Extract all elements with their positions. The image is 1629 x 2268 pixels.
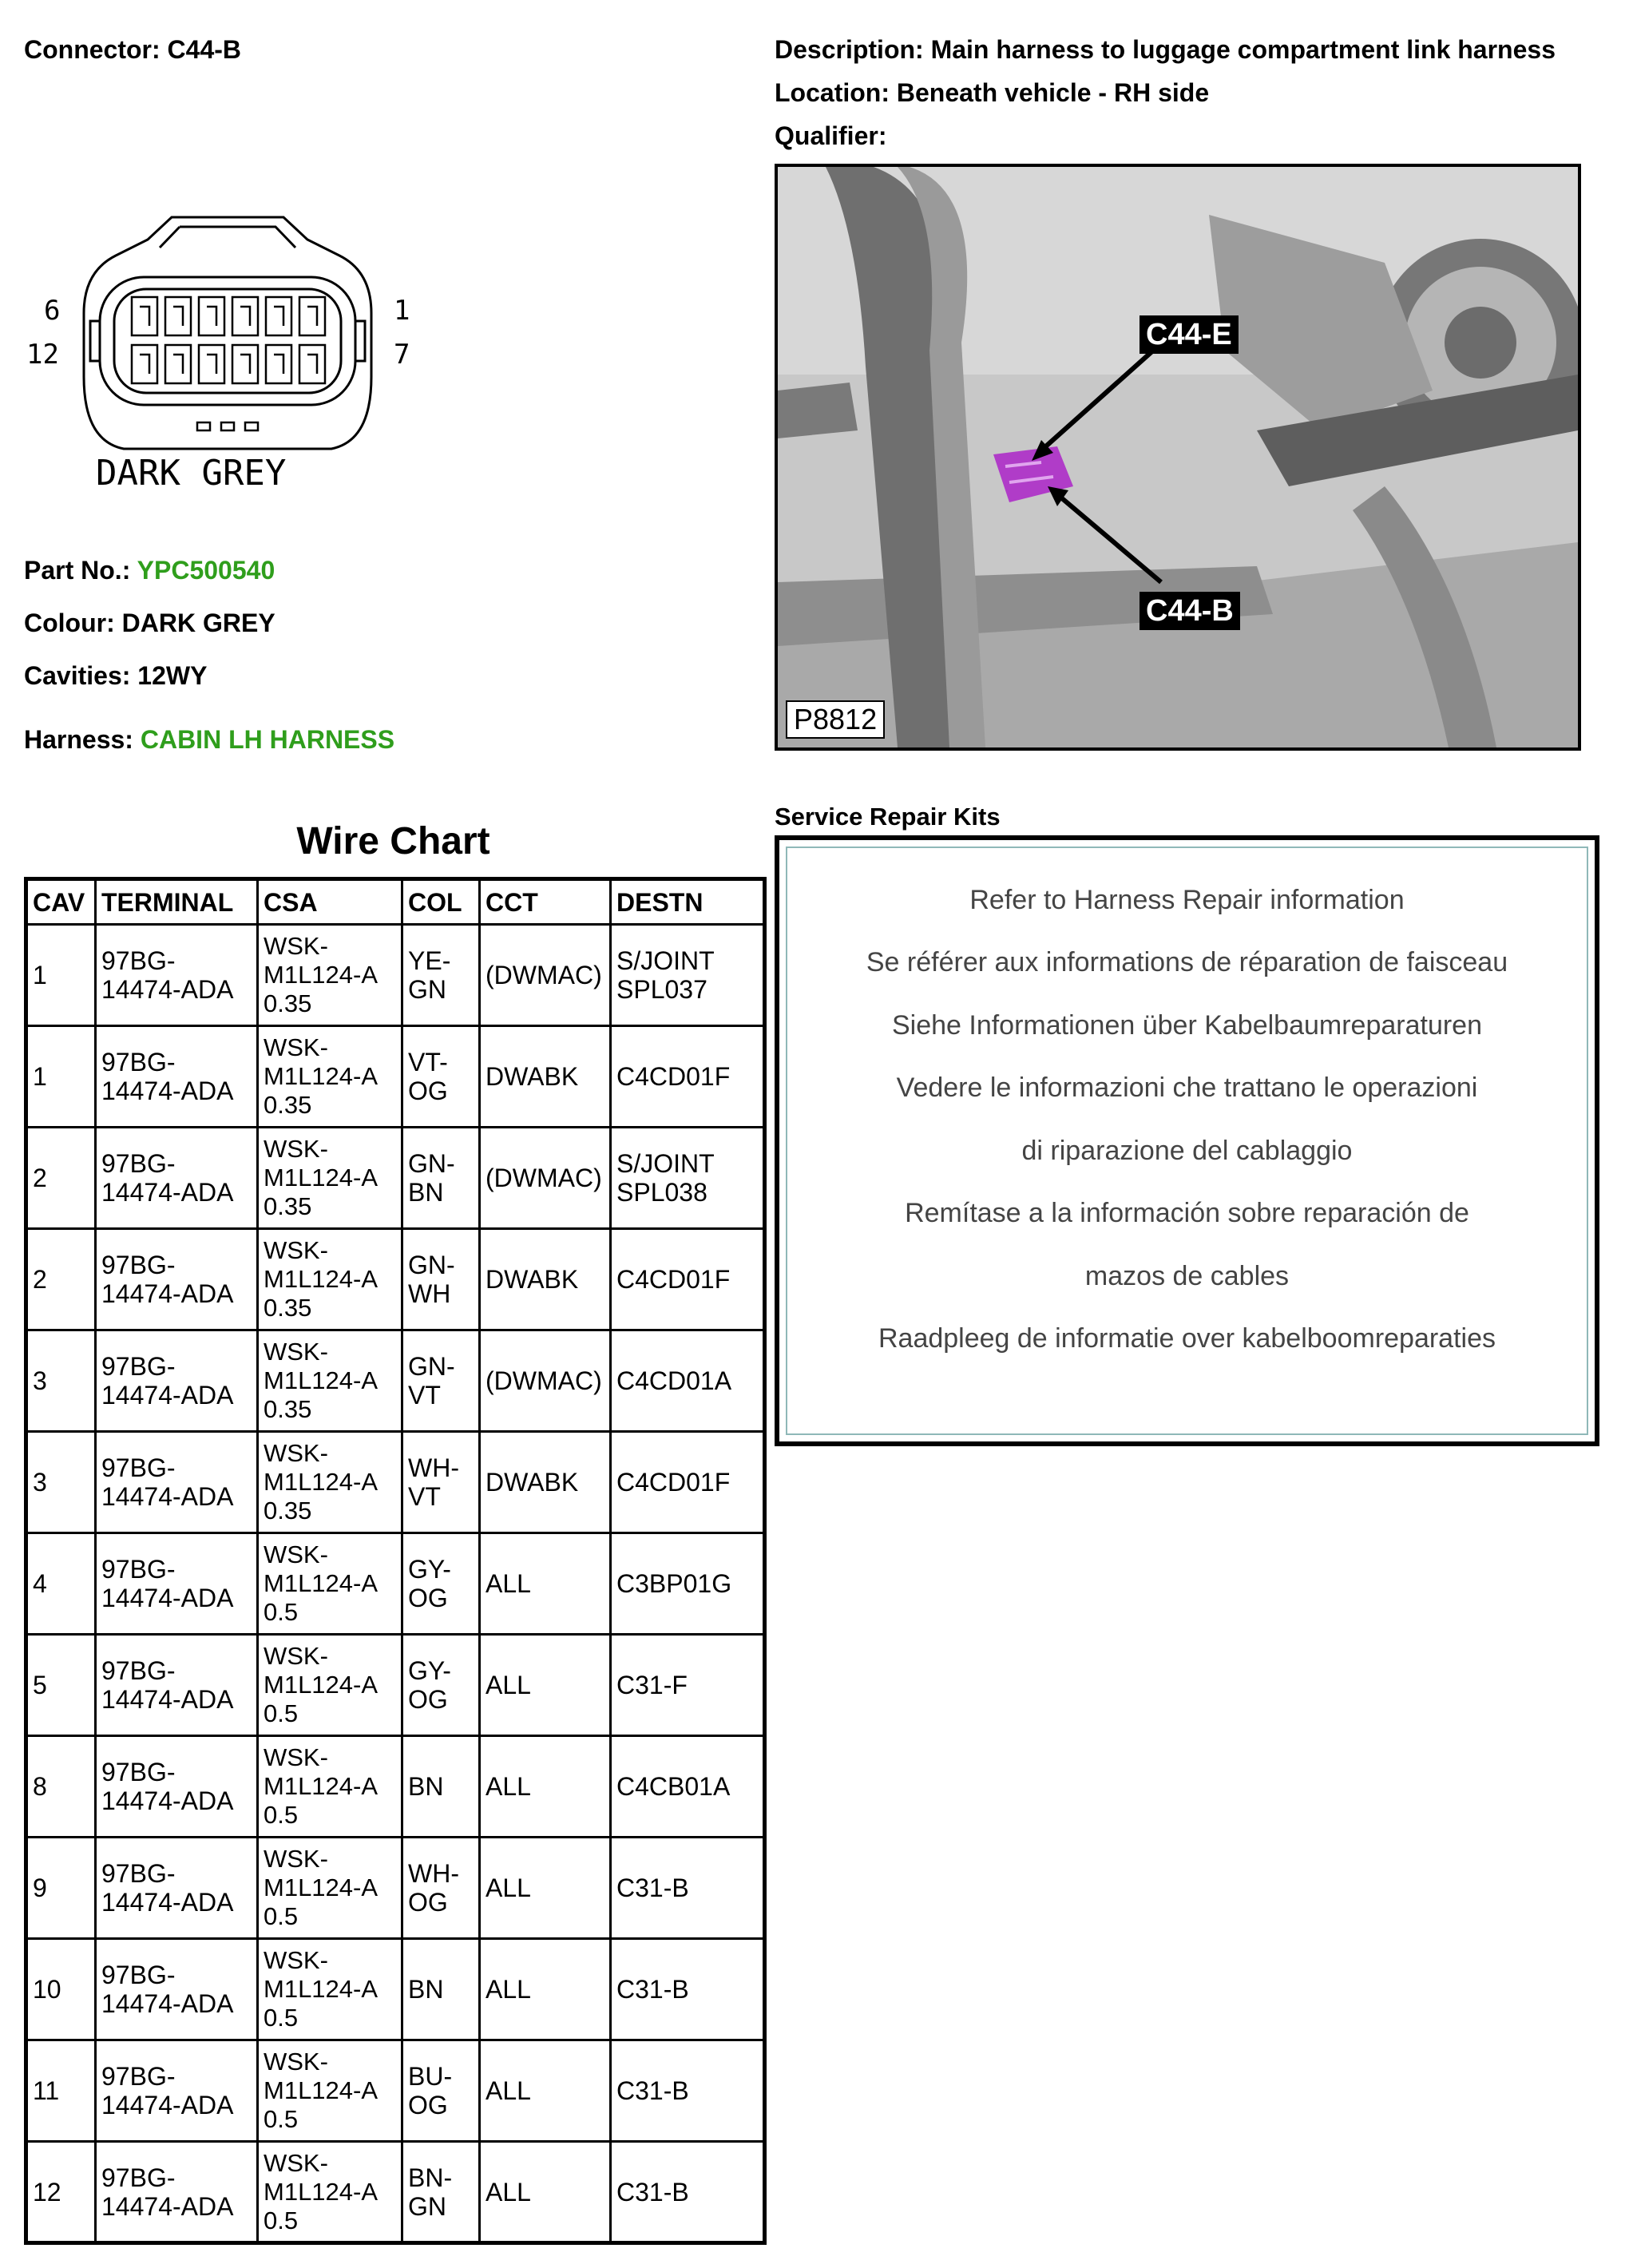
cell-col [402,1229,480,1330]
cell-line: BU- [408,2062,453,2091]
cell-cav: 2 [26,1128,96,1229]
cell-destn [611,1635,765,1736]
cell-csa [258,2040,402,2142]
connector-id: C44-B [167,35,242,64]
cell-col [402,1330,480,1432]
cell-cct: ALL [480,2142,611,2243]
cell-line: 0.35 [264,1395,312,1423]
cell-line: 97BG- [101,1656,176,1685]
cell-col [402,1128,480,1229]
cell-line: S/JOINT [616,1149,715,1178]
cell-destn [611,2040,765,2142]
wire-row [26,1635,765,1736]
cell-csa [258,925,402,1026]
cell-line: M1L124-A [264,1975,379,2003]
cell-line: SPL037 [616,975,707,1004]
wire-row [26,1026,765,1128]
cell-line: OG [408,1888,448,1917]
location-value: Beneath vehicle - RH side [896,78,1210,107]
connector-label: Connector: [24,35,161,64]
colour-row [24,607,275,639]
cell-cav: 9 [26,1838,96,1939]
header-cav: CAV [26,879,96,925]
cell-line: BN [408,1178,444,1207]
kit-line-es-2: mazos de cables [1084,1261,1290,1291]
kit-line-it-1: Vedere le informazioni che trattano le operazioni [896,1073,1478,1103]
cell-terminal [96,925,258,1026]
part-number-label: Part No.: [24,556,131,585]
wire-row [26,2142,765,2243]
cell-line: C4CD01F [616,1062,731,1091]
cell-line: GN- [408,1149,455,1178]
cell-line: GY- [408,1656,451,1685]
cell-line: 0.35 [264,1091,312,1119]
kit-line-it-2: di riparazione del cablaggio [1021,1136,1353,1166]
cell-line: C4CD01A [616,1366,732,1395]
wire-row [26,1838,765,1939]
cell-line: 97BG- [101,1352,176,1381]
cell-line: 14474-ADA [101,1888,234,1917]
cell-col [402,1939,480,2040]
cell-line: 97BG- [101,1453,176,1482]
cell-destn [611,1432,765,1533]
cell-terminal [96,1330,258,1432]
kit-line-nl: Raadpleeg de informatie over kabelboomreparaties [878,1323,1496,1354]
cell-line: M1L124-A [264,1772,379,1800]
cell-line: 14474-ADA [101,2091,234,2119]
cell-line: 14474-ADA [101,2191,234,2221]
cell-cct: (DWMAC) [480,925,611,1026]
header-csa: CSA [258,879,402,925]
cell-line: 0.35 [264,1192,312,1220]
photo-reference: P8812 [786,700,885,739]
cavities-value: 12WY [137,661,208,690]
cell-cct: (DWMAC) [480,1128,611,1229]
cell-line: 97BG- [101,1149,176,1178]
header-terminal: TERMINAL [96,879,258,925]
cell-line: 0.5 [264,1902,299,1930]
cell-csa [258,1533,402,1635]
cell-line: WSK- [264,1845,328,1873]
cell-line: C31-F [616,1671,688,1699]
cell-line: C31-B [616,2076,689,2105]
cell-destn [611,1330,765,1432]
connector-heading [24,34,241,65]
cell-csa [258,1939,402,2040]
description-value: Main harness to luggage compartment link harness [930,35,1556,64]
wire-row [26,1128,765,1229]
wire-row [26,2040,765,2142]
cell-line: WSK- [264,1642,328,1670]
cell-line: 97BG- [101,1859,176,1888]
cell-line: 14474-ADA [101,1989,234,2018]
cell-terminal [96,1635,258,1736]
cell-line: BN- [408,2163,453,2192]
cell-destn [611,1838,765,1939]
colour-value: DARK GREY [121,609,275,637]
cell-line: 14474-ADA [101,1077,234,1105]
cell-line: WSK- [264,1338,328,1366]
wire-row [26,1229,765,1330]
cell-line: C4CD01F [616,1468,731,1497]
cell-line: BN [408,1772,444,1801]
cell-csa [258,1229,402,1330]
cell-cct: DWABK [480,1229,611,1330]
cell-line: WSK- [264,1743,328,1771]
cell-line: M1L124-A [264,1265,379,1293]
cell-csa [258,1635,402,1736]
cell-line: VT- [408,1048,448,1077]
cell-line: OG [408,2091,448,2119]
cell-line: M1L124-A [264,2076,379,2104]
cell-line: M1L124-A [264,1671,379,1699]
cell-line: GN- [408,1251,455,1279]
cell-line: WSK- [264,1540,328,1568]
cell-line: M1L124-A [264,2177,379,2206]
wire-row [26,1330,765,1432]
location-heading [775,77,1209,109]
kit-line-en: Refer to Harness Repair information [969,885,1405,915]
cell-cav: 3 [26,1432,96,1533]
cell-line: 97BG- [101,1555,176,1584]
harness-row [24,724,394,755]
cell-cav: 1 [26,1026,96,1128]
wire-chart-header-row [26,879,765,925]
cell-line: 14474-ADA [101,1685,234,1714]
service-repair-kits-title: Service Repair Kits [775,803,1001,831]
cell-line: 14474-ADA [101,1178,234,1207]
cell-line: 97BG- [101,946,176,975]
cell-line: 0.35 [264,989,312,1017]
cell-line: OG [408,1584,448,1612]
cell-destn [611,1128,765,1229]
cell-csa [258,1330,402,1432]
cell-line: WH [408,1279,451,1308]
cell-line: WSK- [264,1439,328,1467]
cell-line: OG [408,1077,448,1105]
kit-line-es-1: Remítase a la información sobre reparación de [905,1198,1469,1228]
description-label: Description: [775,35,924,64]
part-number-row [24,554,275,586]
wire-row [26,1432,765,1533]
cell-terminal [96,2040,258,2142]
cell-col [402,2040,480,2142]
cell-terminal [96,1939,258,2040]
pin-label-6: 6 [44,295,61,327]
cell-terminal [96,1128,258,1229]
cell-line: 14474-ADA [101,1482,234,1511]
cell-line: S/JOINT [616,946,715,975]
service-repair-kits-box [775,835,1599,1446]
cell-destn [611,1736,765,1838]
wire-chart-table [24,877,767,2245]
cell-line: 97BG- [101,1251,176,1279]
cell-line: 0.35 [264,1294,312,1322]
wire-row [26,1736,765,1838]
wire-row [26,1939,765,2040]
cell-csa [258,1432,402,1533]
cell-cav: 5 [26,1635,96,1736]
cell-line: M1L124-A [264,1873,379,1901]
cell-col [402,1838,480,1939]
cell-cav: 2 [26,1229,96,1330]
cavity-grid [132,297,325,383]
cavities-row [24,660,207,692]
cell-cct: ALL [480,2040,611,2142]
cell-col [402,1026,480,1128]
pin-label-1: 1 [394,295,410,327]
cell-csa [258,1128,402,1229]
cell-line: 97BG- [101,2062,176,2091]
cell-line: 97BG- [101,2163,176,2192]
cell-line: BN [408,1975,444,2004]
cell-line: C31-B [616,1975,689,2004]
cell-destn [611,1939,765,2040]
cell-line: 14474-ADA [101,975,234,1004]
cell-line: VT [408,1381,441,1410]
cell-line: 14474-ADA [101,1279,234,1308]
cell-line: WSK- [264,1033,328,1061]
wire-row [26,1533,765,1635]
cell-line: M1L124-A [264,961,379,989]
cell-csa [258,1736,402,1838]
cell-line: WSK- [264,2148,328,2177]
cell-cav: 1 [26,925,96,1026]
cell-line: M1L124-A [264,1062,379,1090]
cell-destn [611,1533,765,1635]
cell-cct: (DWMAC) [480,1330,611,1432]
cell-csa [258,1026,402,1128]
cell-line: GN- [408,1352,455,1381]
qualifier-heading [775,120,886,152]
cell-line: M1L124-A [264,1468,379,1496]
cell-col [402,1432,480,1533]
cell-destn [611,1026,765,1128]
cell-line: WSK- [264,1236,328,1264]
location-label: Location: [775,78,890,107]
description-heading [775,34,1556,65]
cell-terminal [96,2142,258,2243]
cell-line: 14474-ADA [101,1786,234,1815]
cell-line: WH- [408,1453,459,1482]
cell-cct: DWABK [480,1026,611,1128]
cell-line: 0.5 [264,2105,299,2133]
cell-line: 0.35 [264,1497,312,1525]
cell-line: 14474-ADA [101,1381,234,1410]
colour-label: Colour: [24,609,115,637]
cell-cav: 4 [26,1533,96,1635]
kit-line-de: Siehe Informationen über Kabelbaumreparaturen [891,1010,1483,1041]
cell-destn [611,1229,765,1330]
cell-col [402,2142,480,2243]
harness-label: Harness: [24,725,133,754]
service-repair-kits-panel [786,847,1588,1435]
cell-cav: 3 [26,1330,96,1432]
cell-line: 0.5 [264,2004,299,2032]
cell-terminal [96,1026,258,1128]
cell-line: SPL038 [616,1178,707,1207]
cell-line: C4CD01F [616,1265,731,1294]
connector-colour-caption: DARK GREY [96,453,287,494]
cell-line: GN [408,2191,446,2221]
qualifier-label: Qualifier: [775,121,887,150]
harness-link[interactable]: CABIN LH HARNESS [140,725,395,754]
cell-line: 0.5 [264,2206,299,2234]
callout-c44-b: C44-B [1140,592,1240,630]
cell-destn [611,925,765,1026]
cell-line: WSK- [264,1946,328,1974]
cell-line: M1L124-A [264,1164,379,1191]
wire-chart-title: Wire Chart [296,820,490,862]
header-col: COL [402,879,480,925]
cell-cct: ALL [480,1635,611,1736]
cell-cct: ALL [480,1939,611,2040]
cell-line: 97BG- [101,1048,176,1077]
header-cct: CCT [480,879,611,925]
cell-col [402,1533,480,1635]
cell-line: GY- [408,1555,451,1584]
pin-label-12: 12 [26,339,59,371]
connector-face-diagram [20,209,435,497]
cell-line: C4CB01A [616,1772,731,1801]
cell-line: WH- [408,1859,459,1888]
cell-destn [611,2142,765,2243]
cell-line: WSK- [264,2048,328,2076]
cell-line: C3BP01G [616,1569,732,1598]
header-destn: DESTN [611,879,765,925]
wire-row [26,925,765,1026]
cell-terminal [96,1838,258,1939]
cell-line: OG [408,1685,448,1714]
cell-line: M1L124-A [264,1366,379,1394]
cell-line: YE- [408,946,451,975]
cell-line: WSK- [264,1135,328,1163]
cell-cct: ALL [480,1838,611,1939]
cell-cav: 10 [26,1939,96,2040]
cell-line: 0.5 [264,1598,299,1626]
pin-label-7: 7 [394,339,410,371]
kit-line-fr: Se référer aux informations de réparation de faisceau [866,947,1508,977]
cell-line: WSK- [264,932,328,960]
connector-location-photo [775,164,1581,751]
cell-col [402,1736,480,1838]
cell-cav: 8 [26,1736,96,1838]
part-number-link[interactable]: YPC500540 [137,556,275,585]
cell-terminal [96,1229,258,1330]
cell-line: 0.5 [264,1699,299,1727]
cell-csa [258,1838,402,1939]
cell-terminal [96,1432,258,1533]
callout-c44-e: C44-E [1140,315,1239,354]
cell-line: M1L124-A [264,1569,379,1597]
cell-line: C31-B [616,2177,689,2207]
cell-line: 0.5 [264,1801,299,1829]
cell-line: C31-B [616,1873,689,1902]
cell-line: VT [408,1482,441,1511]
cell-line: 14474-ADA [101,1584,234,1612]
cell-line: 97BG- [101,1758,176,1786]
cell-terminal [96,1736,258,1838]
cell-cav: 12 [26,2142,96,2243]
cell-line: GN [408,975,446,1004]
cell-cct: DWABK [480,1432,611,1533]
cavities-label: Cavities: [24,661,131,690]
cell-cct: ALL [480,1736,611,1838]
cell-col [402,925,480,1026]
cell-terminal [96,1533,258,1635]
cell-line: 97BG- [101,1961,176,1989]
cell-cct: ALL [480,1533,611,1635]
cell-cav: 11 [26,2040,96,2142]
cell-col [402,1635,480,1736]
cell-csa [258,2142,402,2243]
